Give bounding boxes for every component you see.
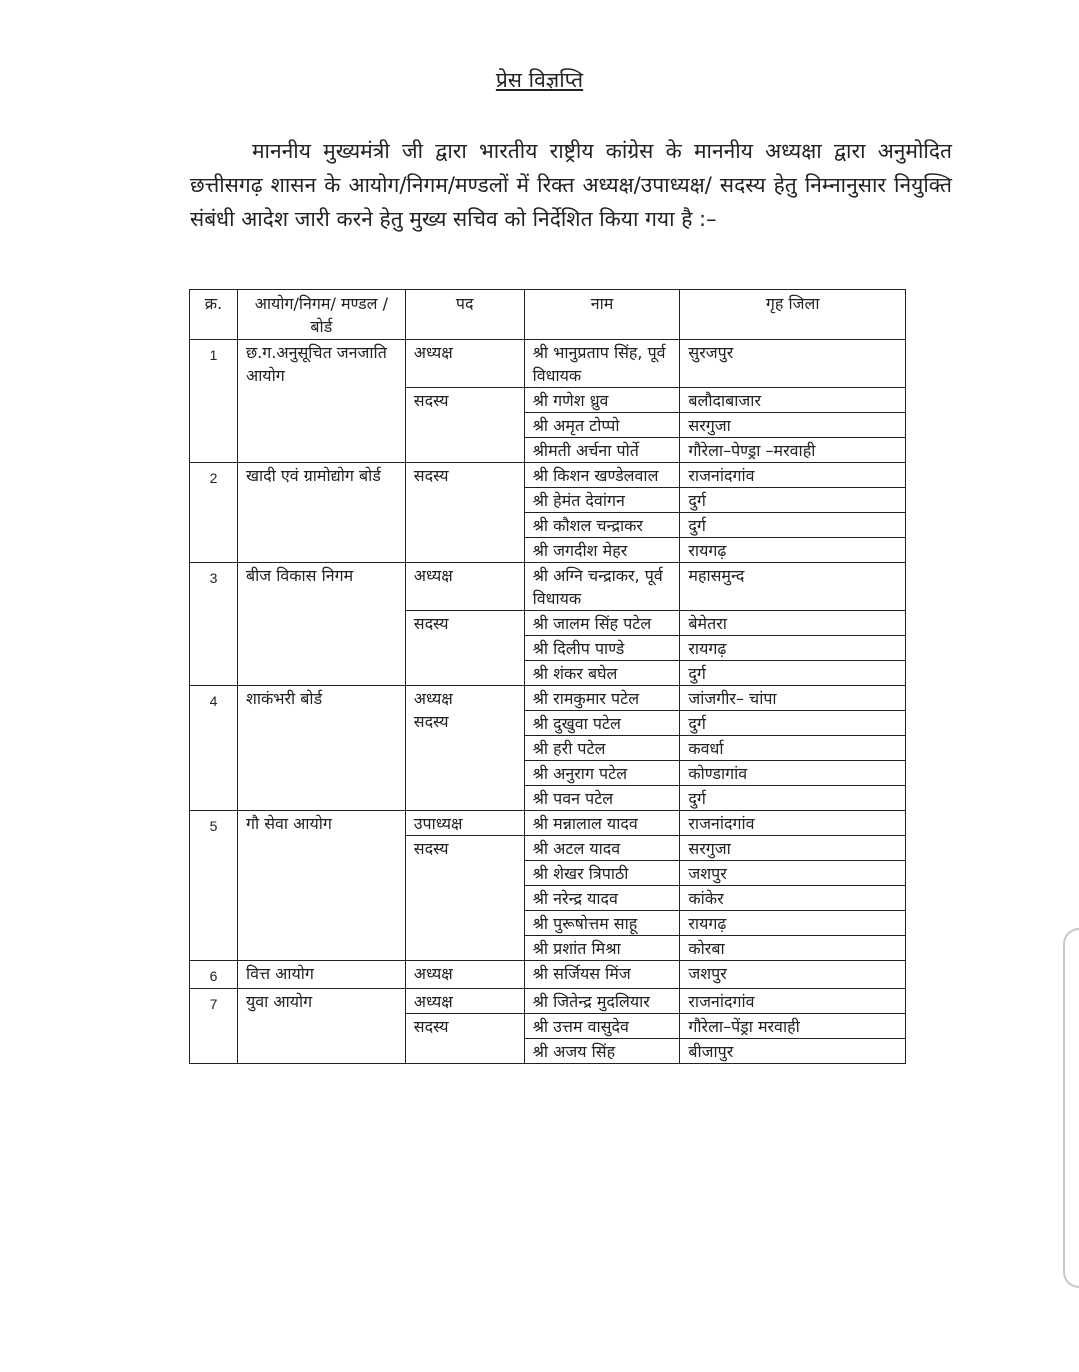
- person-name: श्री शंकर बघेल: [524, 661, 680, 686]
- home-district: दुर्ग: [680, 513, 906, 538]
- home-district: रायगढ़: [680, 911, 906, 936]
- person-name: श्री उत्तम वासुदेव: [524, 1014, 680, 1039]
- home-district: बलौदाबाजार: [680, 388, 906, 413]
- person-name: श्री कौशल चन्द्राकर: [524, 513, 680, 538]
- home-district: सरगुजा: [680, 836, 906, 861]
- person-name: श्री पवन पटेल: [524, 786, 680, 811]
- header-post: पद: [405, 290, 524, 340]
- home-district: जशपुर: [680, 961, 906, 989]
- serial-number: 6: [190, 961, 238, 989]
- person-name: श्री अनुराग पटेल: [524, 761, 680, 786]
- post-cell: सदस्य: [405, 836, 524, 961]
- post-cell: उपाध्यक्ष: [405, 811, 524, 836]
- person-name: श्री सर्जियस मिंज: [524, 961, 680, 989]
- home-district: राजनांदगांव: [680, 989, 906, 1014]
- table-row: [190, 961, 906, 989]
- person-name: श्री नरेन्द्र यादव: [524, 886, 680, 911]
- post-cell: [405, 686, 524, 811]
- person-name: श्री प्रशांत मिश्रा: [524, 936, 680, 961]
- organization-name: खादी एवं ग्रामोद्योग बोर्ड: [237, 463, 405, 563]
- header-serial: क्र.: [190, 290, 238, 340]
- organization-name: गौ सेवा आयोग: [237, 811, 405, 961]
- person-name: श्री अटल यादव: [524, 836, 680, 861]
- person-name: श्री जालम सिंह पटेल: [524, 611, 680, 636]
- person-name: श्री हेमंत देवांगन: [524, 488, 680, 513]
- header-home-district: गृह जिला: [680, 290, 906, 340]
- home-district: कवर्धा: [680, 736, 906, 761]
- person-name: श्री शेखर त्रिपाठी: [524, 861, 680, 886]
- post-cell: सदस्य: [405, 1014, 524, 1064]
- person-name: श्री गणेश ध्रुव: [524, 388, 680, 413]
- organization-name: बीज विकास निगम: [237, 563, 405, 686]
- header-name: नाम: [524, 290, 680, 340]
- serial-number: 3: [190, 563, 238, 686]
- person-name: श्री अमृत टोप्पो: [524, 413, 680, 438]
- organization-name: युवा आयोग: [237, 989, 405, 1064]
- home-district: रायगढ़: [680, 538, 906, 563]
- serial-number: 7: [190, 989, 238, 1064]
- table-row: [190, 563, 906, 611]
- home-district: जशपुर: [680, 861, 906, 886]
- home-district: कांकेर: [680, 886, 906, 911]
- person-name: श्री रामकुमार पटेल: [524, 686, 680, 711]
- person-name: श्री दुखुवा पटेल: [524, 711, 680, 736]
- post-cell: अध्यक्ष: [405, 961, 524, 989]
- person-name: श्री दिलीप पाण्डे: [524, 636, 680, 661]
- person-name: श्री हरी पटेल: [524, 736, 680, 761]
- home-district: दुर्ग: [680, 488, 906, 513]
- home-district: दुर्ग: [680, 786, 906, 811]
- home-district: राजनांदगांव: [680, 811, 906, 836]
- table-header-row: [190, 290, 906, 340]
- organization-name: वित्त आयोग: [237, 961, 405, 989]
- serial-number: 4: [190, 686, 238, 811]
- person-name: श्री किशन खण्डेलवाल: [524, 463, 680, 488]
- home-district: बीजापुर: [680, 1039, 906, 1064]
- home-district: गौरेला–पेण्ड्रा –मरवाही: [680, 438, 906, 463]
- home-district: दुर्ग: [680, 711, 906, 736]
- post-cell: अध्यक्ष: [405, 340, 524, 388]
- home-district: रायगढ़: [680, 636, 906, 661]
- person-name: श्री जगदीश मेहर: [524, 538, 680, 563]
- home-district: सरगुजा: [680, 413, 906, 438]
- person-name: श्री पुरूषोत्तम साहू: [524, 911, 680, 936]
- post-cell: अध्यक्ष: [405, 563, 524, 611]
- table-row: [190, 811, 906, 836]
- organization-name: शाकंभरी बोर्ड: [237, 686, 405, 811]
- person-name: श्री अजय सिंह: [524, 1039, 680, 1064]
- home-district: सुरजपुर: [680, 340, 906, 388]
- header-organization: आयोग/निगम/ मण्डल /बोर्ड: [237, 290, 405, 340]
- post-label: सदस्य: [413, 712, 449, 731]
- post-cell: सदस्य: [405, 611, 524, 686]
- table-row: [190, 686, 906, 711]
- page-title: प्रेस विज्ञप्ति: [495, 68, 584, 92]
- post-cell: सदस्य: [405, 388, 524, 463]
- press-release-paragraph: [190, 134, 952, 236]
- home-district: गौरेला–पेंड्रा मरवाही: [680, 1014, 906, 1039]
- scroll-handle[interactable]: [1063, 928, 1079, 1288]
- post-cell: अध्यक्ष: [405, 989, 524, 1014]
- table-row: [190, 989, 906, 1014]
- serial-number: 2: [190, 463, 238, 563]
- home-district: कोरबा: [680, 936, 906, 961]
- home-district: महासमुन्द: [680, 563, 906, 611]
- home-district: कोण्डागांव: [680, 761, 906, 786]
- table-row: [190, 340, 906, 388]
- home-district: जांजगीर– चांपा: [680, 686, 906, 711]
- person-name: श्री भानुप्रताप सिंह, पूर्व विधायक: [524, 340, 680, 388]
- person-name: श्री अग्नि चन्द्राकर, पूर्व विधायक: [524, 563, 680, 611]
- post-cell: सदस्य: [405, 463, 524, 563]
- organization-name: छ.ग.अनुसूचित जनजाति आयोग: [237, 340, 405, 463]
- appointments-table: [189, 289, 906, 1064]
- home-district: बेमेतरा: [680, 611, 906, 636]
- home-district: राजनांदगांव: [680, 463, 906, 488]
- home-district: दुर्ग: [680, 661, 906, 686]
- post-label: अध्यक्ष: [413, 689, 453, 708]
- person-name: श्री जितेन्द्र मुदलियार: [524, 989, 680, 1014]
- person-name: श्री मन्नालाल यादव: [524, 811, 680, 836]
- serial-number: 5: [190, 811, 238, 961]
- person-name: श्रीमती अर्चना पोर्ते: [524, 438, 680, 463]
- serial-number: 1: [190, 340, 238, 463]
- paragraph-text: माननीय मुख्यमंत्री जी द्वारा भारतीय राष्ट्रीय कांग्रेस के माननीय अध्यक्षा द्वारा अनुमोदित छत्तीसगढ़ शासन के आयोग/निगम/मण्डलों में रिक्त अध्यक्ष/उपाध्यक्ष/ सदस्य हेतु निम्नानुसार नियुक्ति संबंधी आदेश जारी करने हेतु मुख्य सचिव को निर्देशित किया गया है :–: [190, 139, 952, 231]
- table-body: [190, 340, 906, 1064]
- table-row: [190, 463, 906, 488]
